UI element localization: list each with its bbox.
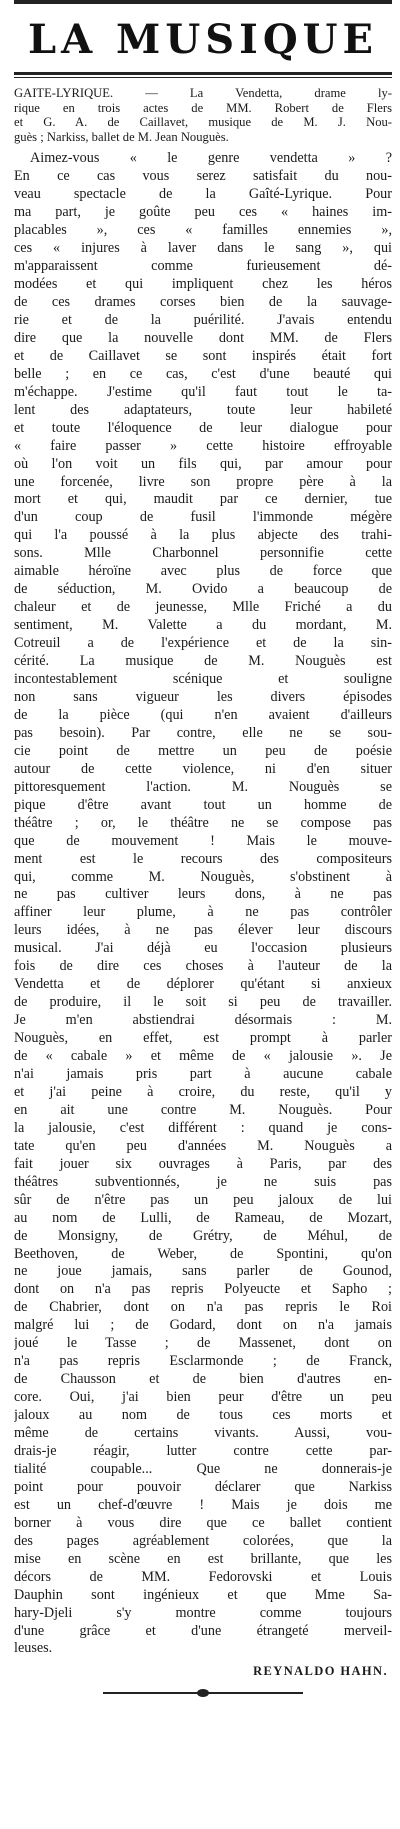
body-line: qui l'a poussé à la plus abjecte des trahi- — [14, 527, 392, 544]
lead-line: GAITE-LYRIQUE. — La Vendetta, drame ly- — [14, 86, 392, 100]
body-line: théâtre ; or, le théâtre ne se compose pas — [14, 814, 392, 831]
article-body — [14, 150, 392, 1658]
body-line: cie point de mettre un peu de poésie — [14, 742, 392, 759]
end-ornament — [103, 1689, 303, 1697]
body-line: placables », ces « familles ennemies », — [14, 222, 392, 239]
body-line: joué le Tasse ; de Massenet, dont on — [14, 1335, 392, 1352]
body-line: Dauphin sont ingénieux et que Mme Sa- — [14, 1586, 392, 1603]
lead-line: guès ; Narkiss, ballet de M. Jean Nouguès. — [14, 129, 229, 144]
lead-paragraph — [14, 86, 392, 144]
body-line: sûr de n'être pas un peu jaloux de lui — [14, 1191, 392, 1208]
lead-line: et G. A. de Caillavet, musique de M. J. Nou- — [14, 115, 392, 130]
body-line: point pour pouvoir déclarer que Narkiss — [14, 1478, 392, 1495]
body-line: et j'ai peine à croire, du reste, qu'il y — [14, 1083, 392, 1100]
body-line: veau spectacle de la Gaîté-Lyrique. Pour — [14, 186, 392, 203]
body-line: qui, comme M. Nouguès, s'obstinent à — [14, 868, 392, 885]
body-line: au nom de Lulli, de Rameau, de Mozart, — [14, 1209, 392, 1226]
body-line: chaleur et de jeunesse, Mlle Friché a du — [14, 599, 392, 616]
lead-line: rique en trois actes de MM. Robert de Flers — [14, 100, 392, 115]
body-line: de produire, il le soit si peu de travailler. — [14, 994, 392, 1011]
body-line: dire que la nouvelle dont MM. de Flers — [14, 329, 392, 346]
top-rule — [14, 0, 392, 4]
body-line: de séduction, M. Ovido a beaucoup de — [14, 581, 392, 598]
body-line: et toute l'éloquence de leur dialogue pour — [14, 419, 392, 436]
body-line: sons. Mlle Charbonnel personnifie cette — [14, 545, 392, 562]
body-line: leuses. — [14, 1640, 53, 1657]
body-line: fait jouer six ouvrages à Paris, par des — [14, 1155, 392, 1172]
body-line: m'apparaissent comme furieusement dé- — [14, 258, 392, 275]
body-line: hary-Djeli s'y montre comme toujours — [14, 1604, 392, 1621]
body-line: la jalousie, c'est différent : quand je cons- — [14, 1119, 392, 1136]
body-line: jaloux au nom de tous ces morts et — [14, 1407, 392, 1424]
body-line: mort et qui, maudit par ce dernier, tue — [14, 491, 392, 508]
body-line: de Monsigny, de Grétry, de Méhul, de — [14, 1227, 392, 1244]
body-line: Cotreuil a de l'expérience et de la sin- — [14, 635, 392, 652]
body-line: incontestablement scénique et souligne — [14, 671, 392, 688]
body-line: cérité. La musique de M. Nouguès est — [14, 653, 392, 670]
body-line: d'une grâce et d'une étrangeté merveil- — [14, 1622, 392, 1639]
body-line: En ce cas vous serez satisfait du nou- — [14, 168, 392, 185]
body-line: mise en scène en est brillante, que les — [14, 1550, 392, 1567]
body-line: des pages agréablement colorées, que la — [14, 1532, 392, 1549]
body-line: de Chabrier, dont on n'a pas repris le Roi — [14, 1299, 392, 1316]
body-line: théâtres subventionnés, je ne suis pas — [14, 1173, 392, 1190]
body-line: n'ai jamais pris part à aucune cabale — [14, 1065, 392, 1082]
body-line: leurs idées, à ne pas élever leur discours — [14, 922, 392, 939]
body-line: Aimez-vous « le genre vendetta » ? — [30, 150, 392, 167]
body-line: d'un coup de fusil l'immonde mégère — [14, 509, 392, 526]
author-signature: REYNALDO HAHN. — [253, 1664, 388, 1679]
title-rule — [14, 72, 392, 78]
body-line: aimable héroïne avec plus de force que — [14, 563, 392, 580]
body-line: rie et de la puérilité. J'avais entendu — [14, 311, 392, 328]
section-title: LA MUSIQUE — [27, 16, 379, 63]
body-line: lent des adaptateurs, toute leur habileté — [14, 401, 392, 418]
body-line: Je m'en abstiendrai désormais : M. — [14, 1012, 392, 1029]
body-line: ces « injures à laver dans le sang », qui — [14, 240, 392, 257]
body-line: fois de dire ces choses à l'auteur de la — [14, 958, 392, 975]
body-line: malgré lui ; de Godard, dont on n'a jamais — [14, 1317, 392, 1334]
body-line: pique d'être avant tout un homme de — [14, 796, 392, 813]
body-line: de la pièce (qui n'en avaient d'ailleurs — [14, 706, 392, 723]
body-line: de Chausson et de bien d'autres en- — [14, 1371, 392, 1388]
body-line: autour de cette violence, ni d'en situer — [14, 760, 392, 777]
body-line: n'a pas repris Esclarmonde ; de Franck, — [14, 1353, 392, 1370]
body-line: ne joue jamais, sans parler de Gounod, — [14, 1263, 392, 1280]
body-line: une forcenée, livre son propre père à la — [14, 473, 392, 490]
body-line: ne pas cultiver leurs dons, à ne pas — [14, 886, 392, 903]
body-line: de « cabale » et même de « jalousie ». Je — [14, 1048, 392, 1065]
body-line: m'échappe. J'estime qu'il faut tout le ta- — [14, 383, 392, 400]
body-line: que de mouvement ! Mais le mouve- — [14, 832, 392, 849]
body-line: où l'on voit un fils qui, par amour pour — [14, 455, 392, 472]
body-line: décors de MM. Fedorovski et Louis — [14, 1568, 392, 1585]
body-line: Nouguès, en effet, est prompt à parler — [14, 1030, 392, 1047]
body-line: même de certains vivants. Aussi, vou- — [14, 1425, 392, 1442]
body-line: non sans vigueur les divers épisodes — [14, 688, 392, 705]
body-line: drais-je réagir, lutter contre cette par- — [14, 1443, 392, 1459]
body-line: pittoresquement l'action. M. Nouguès se — [14, 778, 392, 795]
body-line: et de Caillavet se sont inspirés était fort — [14, 347, 392, 364]
body-line: modées et qui impliquent chez les héros — [14, 276, 392, 293]
body-line: ma part, je goûte peu ces « haines im- — [14, 204, 392, 221]
body-line: sentiment, M. Valette a du mordant, M. — [14, 617, 392, 634]
body-line: borner à vous dire que ce ballet contient — [14, 1514, 392, 1531]
body-line: belle ; en ce cas, c'est d'une beauté qui — [14, 365, 392, 382]
body-line: en ait une contre M. Nouguès. Pour — [14, 1101, 392, 1118]
body-line: pas besoin). Par contre, elle ne se sou- — [14, 724, 392, 741]
body-line: est un chef-d'œuvre ! Mais je dois me — [14, 1496, 392, 1513]
body-line: dont on n'a pas repris Polyeucte et Sapho ; — [14, 1281, 392, 1298]
body-line: Beethoven, de Weber, de Spontini, qu'on — [14, 1245, 392, 1262]
body-line: Vendetta et de déplorer qu'étant si anxieux — [14, 976, 392, 993]
body-line: « faire passer » cette histoire effroyable — [14, 437, 392, 454]
body-line: tate qu'en peu d'années M. Nouguès a — [14, 1137, 392, 1154]
body-line: ment est le recours des compositeurs — [14, 850, 392, 867]
body-line: tialité coupable... Que ne donnerais-je — [14, 1460, 392, 1477]
body-line: musical. J'ai déjà eu l'occasion plusieurs — [14, 940, 392, 957]
body-line: core. Oui, j'ai bien peur d'être un peu — [14, 1389, 392, 1406]
body-line: affiner leur plume, à ne pas contrôler — [14, 904, 392, 921]
body-line: de ces drames corses bien de la sauvage- — [14, 294, 392, 310]
